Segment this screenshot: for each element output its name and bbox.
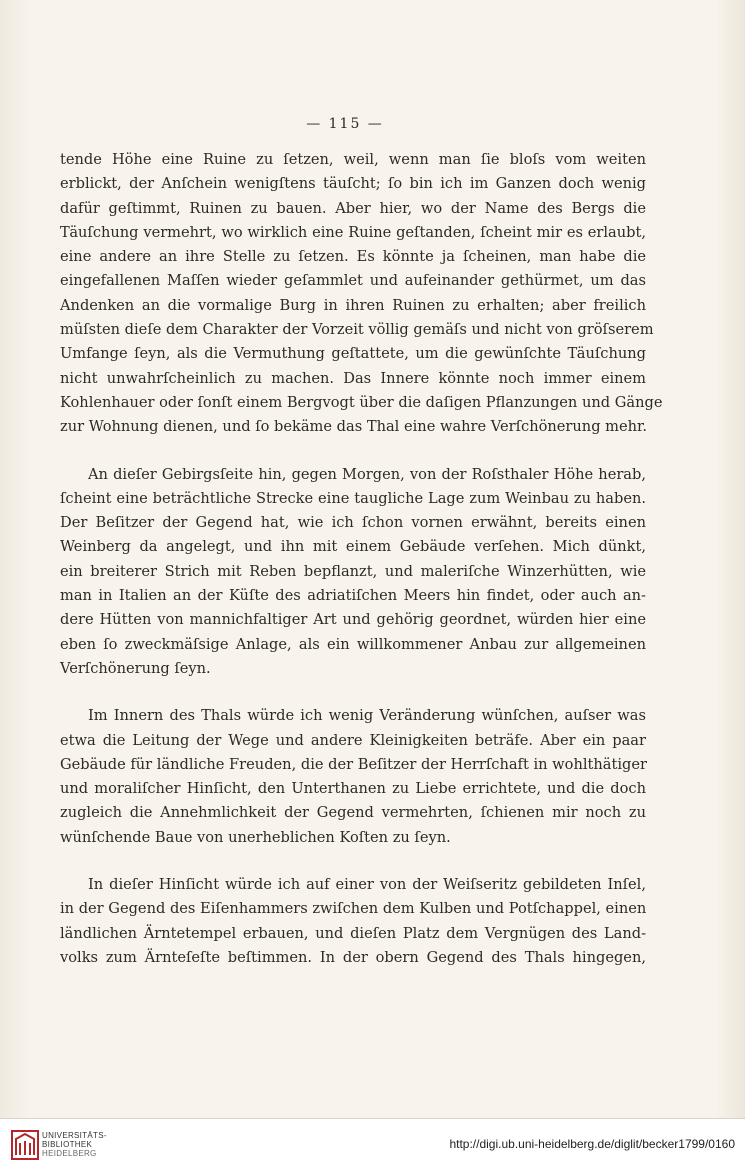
text-line: volks zum Ärnteſeſte beſtimmen. In der obern Gegend des Thals hingegen,	[60, 948, 646, 966]
text-line: Der Beſitzer der Gegend hat, wie ich ſchon vornen erwähnt, bereits einen	[60, 514, 646, 532]
text-line: Weinberg da angelegt, und ihn mit einem Gebäude verſehen. Mich dünkt,	[60, 538, 646, 556]
library-name-line: BIBLIOTHEK	[42, 1140, 93, 1149]
paragraph	[60, 463, 646, 682]
text-line: Verſchönerung ſeyn.	[60, 659, 211, 677]
text-line: Im Innern des Thals würde ich wenig Veränderung wünſchen, auſser was	[88, 707, 646, 725]
text-line: Andenken an die vormalige Burg in ihren Ruinen zu erhalten; aber freilich	[60, 296, 646, 314]
text-line: Umfange ſeyn, als die Vermuthung geſtattete, um die gewünſchte Täuſchung	[60, 345, 646, 363]
text-line: müſsten dieſe dem Charakter der Vorzeit völlig gemäſs und nicht von gröſserem	[60, 321, 654, 339]
text-line: Kohlenhauer oder ſonſt einem Bergvogt über die daſigen Pflanzungen und Gänge	[60, 393, 663, 411]
text-line: dafür geſtimmt, Ruinen zu bauen. Aber hier, wo der Name des Bergs die	[60, 199, 646, 217]
text-line: tende Höhe eine Ruine zu ſetzen, weil, wenn man ſie bloſs vom weiten	[60, 151, 646, 168]
page-number: — 115 —	[306, 116, 384, 132]
text-line: ſcheint eine beträchtliche Strecke eine taugliche Lage zum Weinbau zu haben.	[60, 489, 646, 507]
heidelberg-library-logo-icon[interactable]	[10, 1129, 40, 1161]
library-name	[42, 1131, 107, 1158]
text-line: zugleich die Annehmlichkeit der Gegend vermehrten, ſchienen mir noch zu	[60, 804, 646, 822]
paragraph	[60, 873, 646, 970]
text-line: An dieſer Gebirgsſeite hin, gegen Morgen, von der Roſsthaler Höhe herab,	[88, 465, 646, 483]
text-line: Gebäude für ländliche Freuden, die der Beſitzer der Herrſchaft in wohlthätiger	[60, 755, 647, 773]
text-line: nicht unwahrſcheinlich zu machen. Das Innere könnte noch immer einem	[60, 369, 646, 387]
library-name-line: HEIDELBERG	[42, 1149, 97, 1158]
text-line: ländlichen Ärntetempel erbauen, und dieſen Platz dem Vergnügen des Land-	[60, 924, 646, 942]
text-line: wünſchende Baue von unerheblichen Koſten zu ſeyn.	[60, 828, 451, 846]
text-line: zur Wohnung dienen, und ſo bekäme das Thal eine wahre Verſchönerung mehr.	[60, 418, 648, 436]
document-url[interactable]: http://digi.ub.uni-heidelberg.de/diglit/becker1799/0160	[449, 1137, 735, 1151]
body-text	[60, 148, 663, 970]
text-line: etwa die Leitung der Wege und andere Kleinigkeiten beträfe. Aber ein paar	[60, 731, 646, 749]
library-name-line: UNIVERSITÄTS-	[42, 1131, 107, 1140]
paragraph	[60, 148, 663, 440]
text-line: eben ſo zweckmäſsige Anlage, als ein willkommener Anbau zur allgemeinen	[60, 635, 646, 653]
text-line: man in Italien an der Küſte des adriatiſchen Meers hin findet, oder auch an-	[60, 587, 646, 605]
text-line: eine andere an ihre Stelle zu ſetzen. Es könnte ja ſcheinen, man habe die	[60, 248, 646, 266]
text-line: In dieſer Hinſicht würde ich auf einer von der Weiſseritz gebildeten Inſel,	[88, 876, 646, 894]
text-line: und moraliſcher Hinſicht, den Unterthanen zu Liebe errichtete, und die doch	[60, 780, 646, 798]
text-line: dere Hütten von mannichfaltiger Art und gehörig geordnet, würden hier eine	[60, 611, 646, 629]
text-line: in der Gegend des Eiſenhammers zwiſchen dem Kulben und Potſchappel, einen	[60, 900, 647, 918]
footer-bar	[0, 1118, 745, 1171]
text-line: Täuſchung vermehrt, wo wirklich eine Ruine geſtanden, ſcheint mir es erlaubt,	[60, 223, 646, 241]
text-line: ein breiterer Strich mit Reben bepflanzt, und maleriſche Winzerhütten, wie	[60, 562, 646, 580]
paragraph	[60, 704, 646, 850]
text-line: eingefallenen Maſſen wieder geſammlet und aufeinander gethürmet, um das	[60, 272, 646, 290]
text-line: erblickt, der Anſchein wenigſtens täuſcht; ſo bin ich im Ganzen doch wenig	[60, 175, 646, 193]
